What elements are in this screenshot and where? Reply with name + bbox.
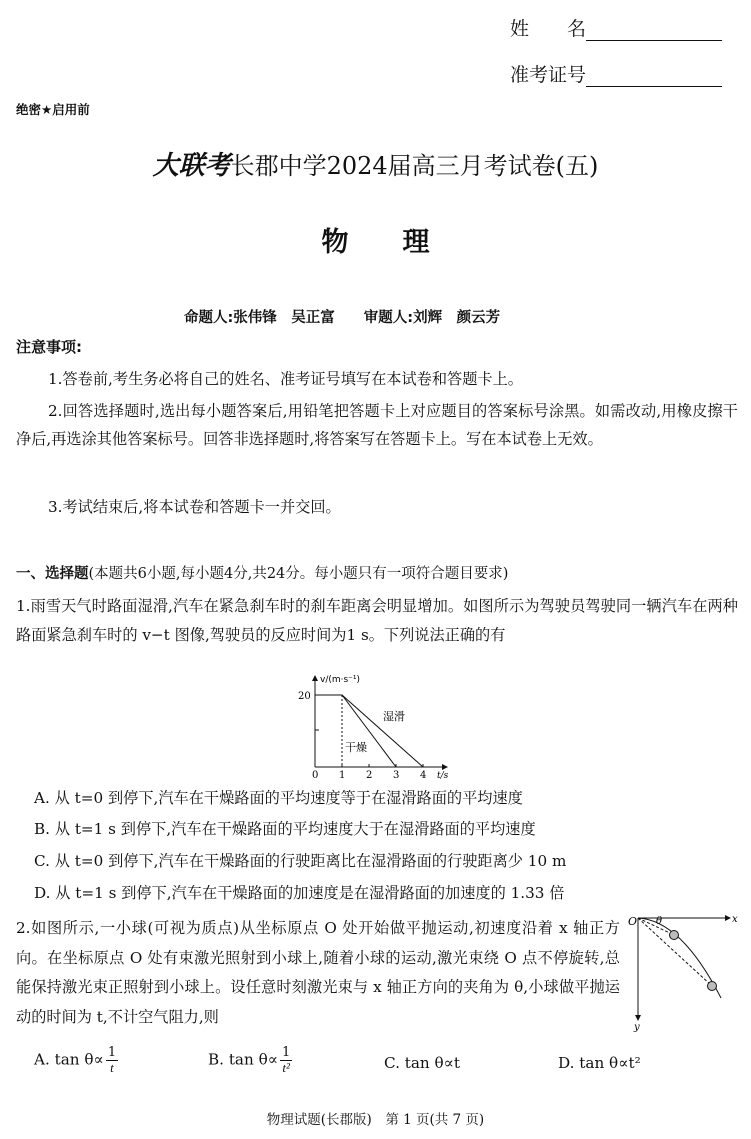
y-tick-20: 20 (298, 691, 311, 702)
notice-heading: 注意事项: (16, 338, 82, 356)
q2-y-label: y (634, 1022, 640, 1032)
subject-title: 物 理 (321, 227, 430, 258)
section-title: 一、选择题 (16, 566, 89, 582)
id-label: 准考证号 (510, 64, 587, 86)
series-line-dry (315, 695, 396, 767)
q1-option-a: A. 从 t=0 到停下,汽车在干燥路面的平均速度等于在湿滑路面的平均速度 (34, 789, 523, 807)
q2-ball-1 (670, 931, 679, 940)
q2-a-fraction (106, 1046, 118, 1075)
q1-stem: 1.雨雪天气时路面湿滑,汽车在紧急刹车时的刹车距离会明显增加。如图所示为驾驶员驾驶同一辆汽车在两种路面紧急刹车时的 v−t 图像,驾驶员的反应时间为1 s。下列说法正确的有 (16, 597, 738, 644)
x-tick-label: 3 (393, 770, 400, 780)
q2-b-fraction (280, 1046, 292, 1075)
label-dry: 干燥 (345, 741, 367, 754)
q1-option-c: C. 从 t=0 到停下,汽车在干燥路面的行驶距离比在湿滑路面的行驶距离少 10 m (34, 852, 567, 870)
q2-stem: 2.如图所示,一小球(可视为质点)从坐标原点 O 处开始做平抛运动,初速度沿着 x 轴正方向。在坐标原点 O 处有束激光照射到小球上,随着小球的运动,激光束绕 O 点不停旋转,总能保持激光束正照射到小球上。设任意时刻激光束与 x 轴正方向的夹角为 θ,小球做平抛运动的时间为 t,不计空气阻力,则 (16, 919, 620, 1026)
q2-option-b (208, 1046, 292, 1075)
q2-option-a (34, 1046, 118, 1075)
name-blank (586, 18, 722, 41)
q2-option-d: D. tan θ∝t² (558, 1054, 641, 1072)
title-brand: 大联考 (152, 151, 231, 181)
series-lines (315, 695, 423, 767)
q2-x-label: x (732, 914, 738, 925)
section-heading (16, 562, 508, 583)
label-wet: 湿滑 (383, 710, 405, 723)
q2-ball-2 (708, 982, 717, 991)
name-label: 姓 名 (510, 18, 587, 40)
q1-vt-graph (295, 670, 465, 780)
x-tick-label: 0 (312, 770, 319, 780)
q2-angle-label: θ (656, 916, 663, 927)
q2-a-den: t (110, 1060, 114, 1075)
notice-item-1: 1.答卷前,考生务必将自己的姓名、准考证号填写在本试卷和答题卡上。 (48, 370, 523, 388)
name-field (510, 14, 722, 41)
q2-option-c: C. tan θ∝t (384, 1054, 461, 1072)
authors-line: 命题人:张伟锋 吴正富 审题人:刘辉 颜云芳 (184, 310, 501, 326)
x-ticks (312, 764, 426, 780)
q1-option-d: D. 从 t=1 s 到停下,汽车在干燥路面的加速度是在湿滑路面的加速度的 1.33 倍 (34, 884, 565, 902)
q1-option-b: B. 从 t=1 s 到停下,汽车在干燥路面的平均速度大于在湿滑路面的平均速度 (34, 820, 536, 838)
x-tick-label: 4 (420, 770, 427, 780)
y-axis-label: v/(m·s⁻¹) (320, 675, 361, 685)
id-blank (586, 64, 722, 87)
q2-laser-2 (638, 918, 712, 986)
section-desc: (本题共6小题,每小题4分,共24分。每小题只有一项符合题目要求) (88, 566, 509, 582)
notice-item-3: 3.考试结束后,将本试卷和答题卡一并交回。 (48, 498, 341, 516)
x-axis-label: t/s (437, 771, 449, 780)
x-tick-label: 2 (366, 770, 373, 780)
q2-origin-label: O (628, 915, 638, 928)
q2-a-num: 1 (107, 1045, 117, 1060)
q2-b-num: 1 (282, 1045, 291, 1060)
exam-title (0, 145, 751, 182)
id-field (510, 60, 722, 87)
title-rest: 长郡中学2024届高三月考试卷(五) (230, 152, 599, 180)
page-footer: 物理试题(长郡版) 第 1 页(共 7 页) (266, 1112, 485, 1128)
q2-b-den: t² (282, 1060, 290, 1075)
q2-figure (626, 908, 742, 1032)
q2-b-prefix: B. tan θ∝ (208, 1050, 279, 1069)
x-tick-label: 1 (339, 770, 346, 780)
notice-item-2: 2.回答选择题时,选出每小题答案后,用铅笔把答题卡上对应题目的答案标号涂黑。如需改动,用橡皮擦干净后,再选涂其他答案标号。回答非选择题时,将答案写在答题卡上。写在本试卷上无效。 (16, 402, 738, 448)
q2-a-prefix: A. tan θ∝ (34, 1050, 104, 1069)
secret-tag: 绝密★启用前 (16, 102, 90, 117)
